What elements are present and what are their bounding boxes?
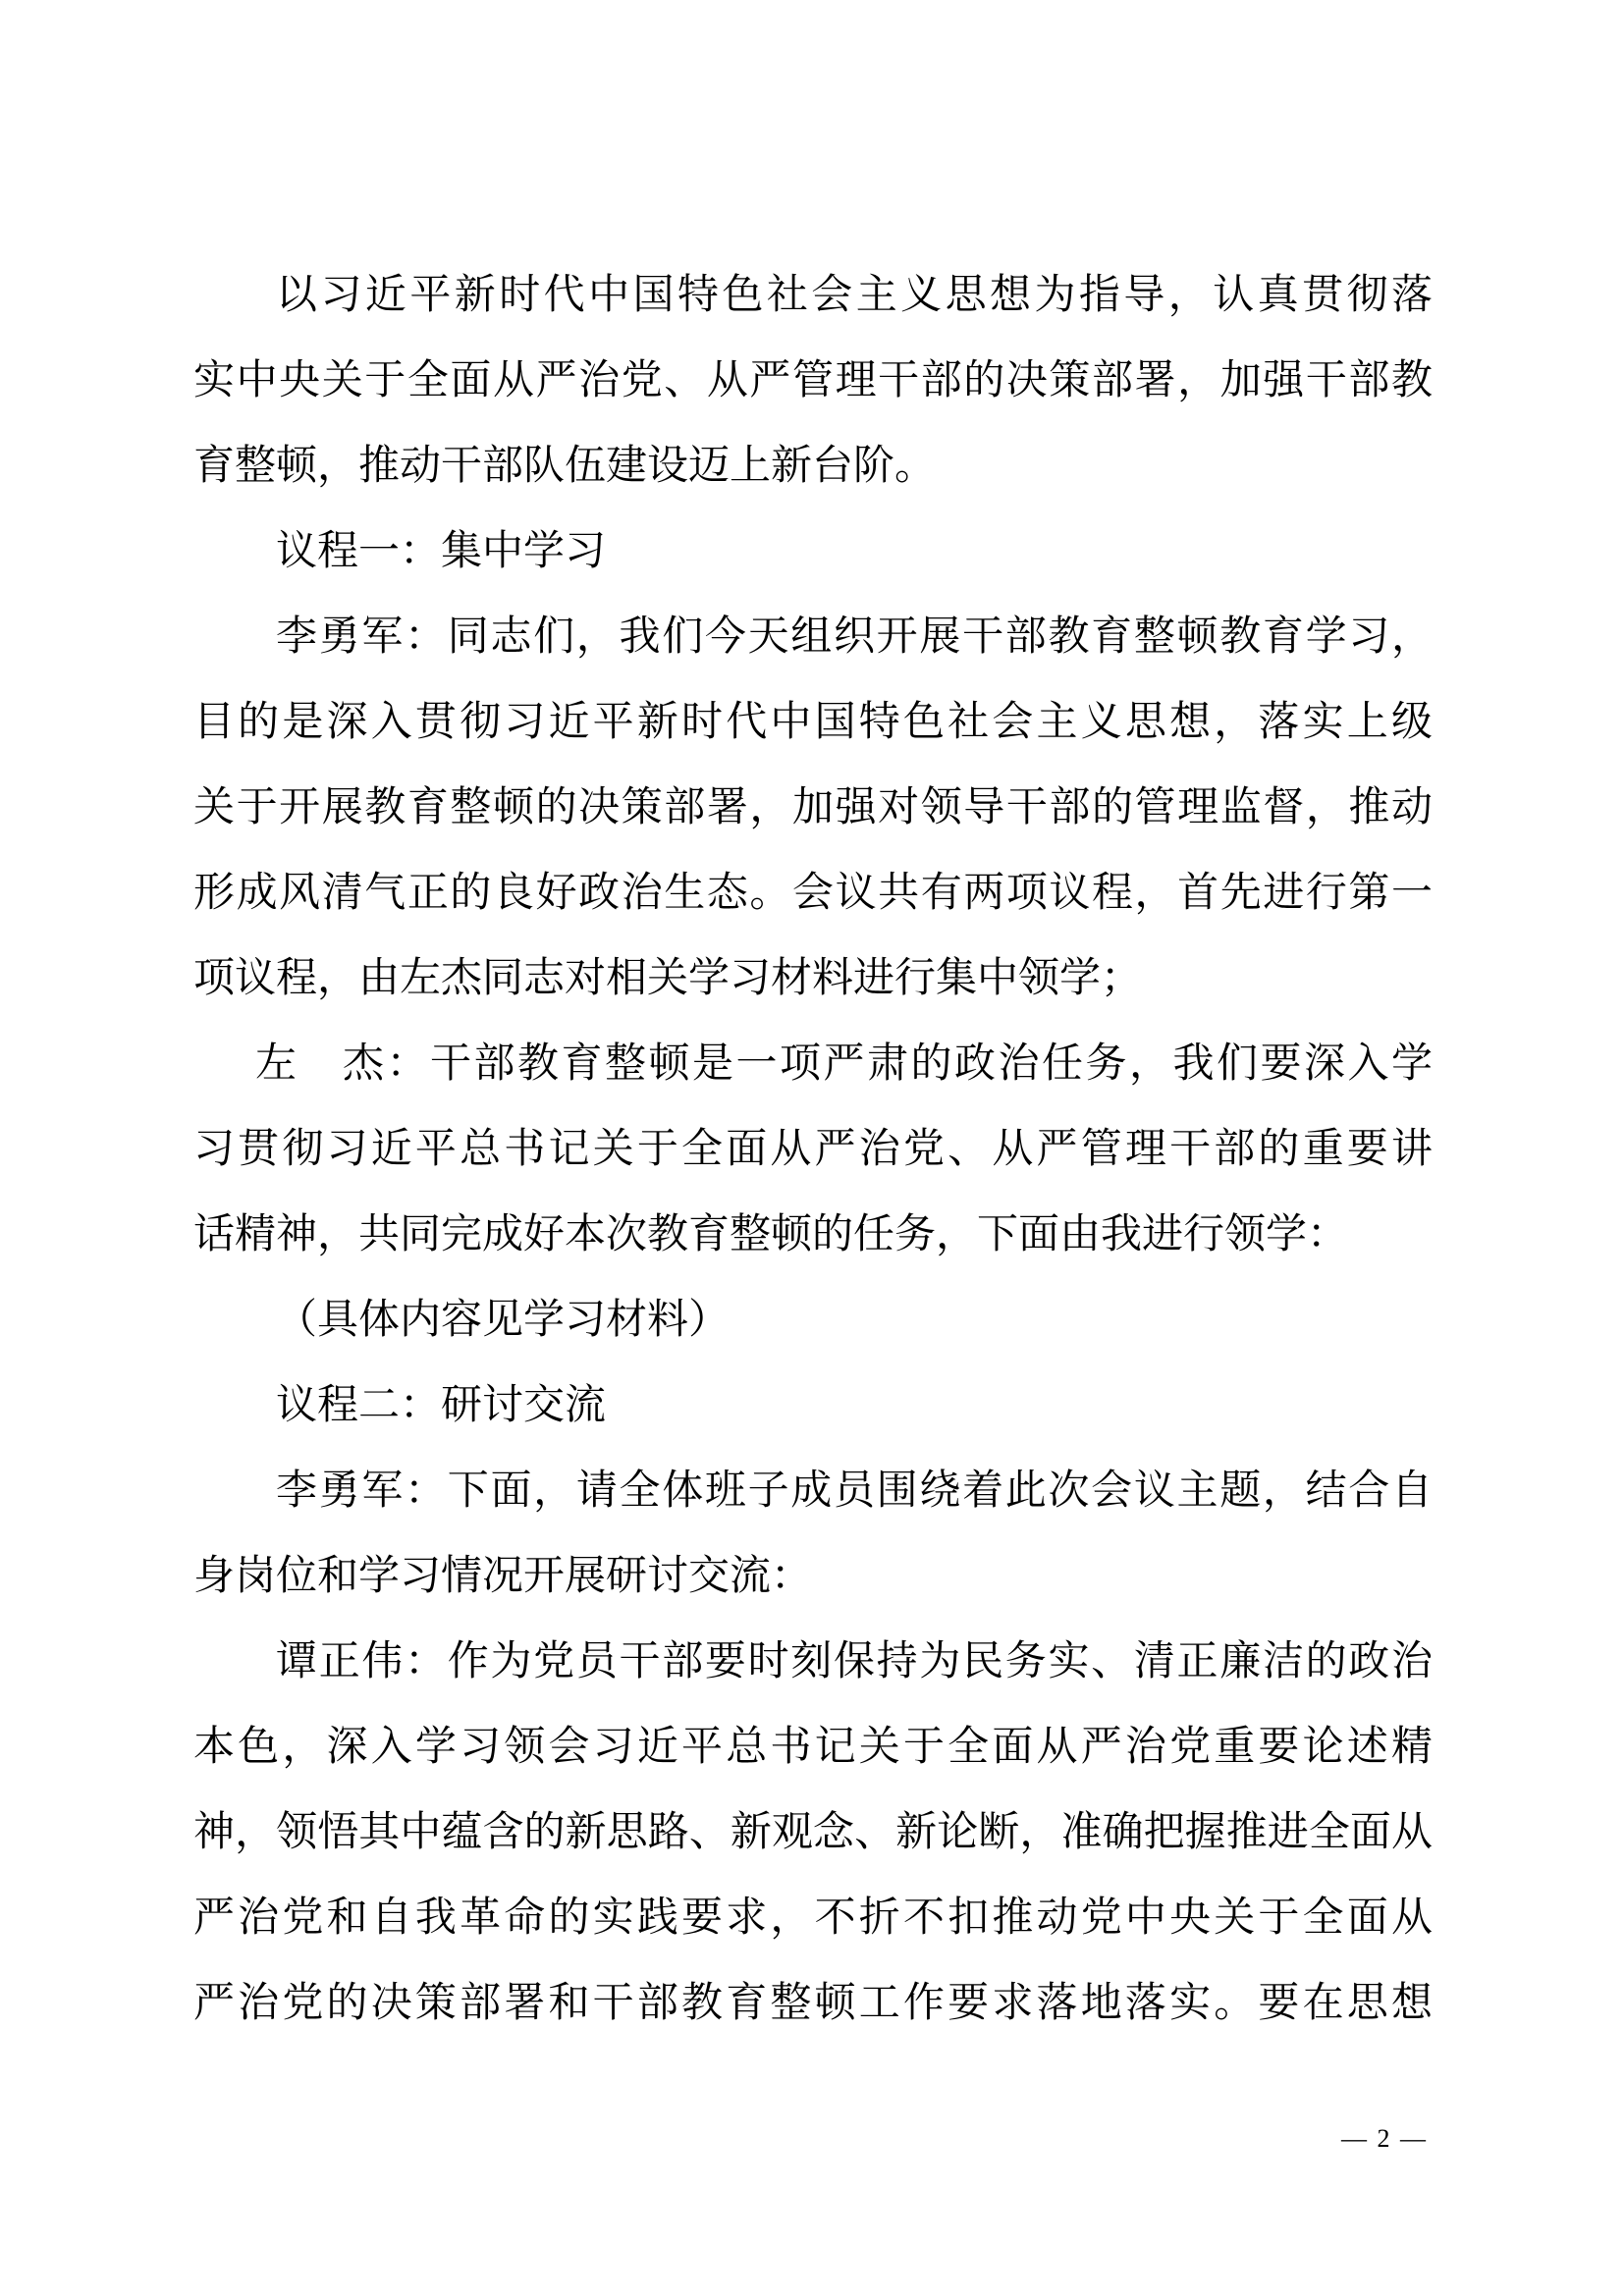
text-line: 实中央关于全面从严治党、从严管理干部的决策部署，加强干部教 [193,356,1433,402]
text-line: 神，领悟其中蕴含的新思路、新观念、新论断，准确把握推进全面从 [193,1808,1433,1854]
page-number: — 2 — [1341,2124,1428,2153]
agenda-item-1-heading: 议程一：集中学习 [276,527,607,573]
text-line: 李勇军：同志们，我们今天组织开展干部教育整顿教育学习， [276,613,1433,659]
text-line: 目的是深入贯彻习近平新时代中国特色社会主义思想，落实上级 [193,698,1433,744]
text-line: 项议程，由左杰同志对相关学习材料进行集中领学； [193,954,1143,1000]
text-line: 育整顿，推动干部队伍建设迈上新台阶。 [193,442,937,488]
text-line: 谭正伟：作为党员干部要时刻保持为民务实、清正廉洁的政治 [276,1637,1433,1683]
text-line: （具体内容见学习材料） [276,1296,731,1342]
text-line: 李勇军：下面，请全体班子成员围绕着此次会议主题，结合自 [276,1467,1433,1513]
document-body [193,251,1433,2045]
text-line: 左 杰：干部教育整顿是一项严肃的政治任务，我们要深入学 [255,1040,1433,1086]
text-line: 话精神，共同完成好本次教育整顿的任务，下面由我进行领学： [193,1210,1349,1256]
text-line: 严治党的决策部署和干部教育整顿工作要求落地落实。要在思想 [193,1979,1433,2025]
text-line: 习贯彻习近平总书记关于全面从严治党、从严管理干部的重要讲 [193,1125,1433,1171]
text-line: 身岗位和学习情况开展研讨交流： [193,1552,813,1598]
text-line: 严治党和自我革命的实践要求，不折不扣推动党中央关于全面从 [193,1894,1433,1940]
text-line: 关于开展教育整顿的决策部署，加强对领导干部的管理监督，推动 [193,783,1433,829]
agenda-item-2-heading: 议程二：研讨交流 [276,1381,607,1427]
text-line: 本色，深入学习领会习近平总书记关于全面从严治党重要论述精 [193,1723,1433,1769]
text-line: 形成风清气正的良好政治生态。会议共有两项议程，首先进行第一 [193,869,1433,915]
text-line: 以习近平新时代中国特色社会主义思想为指导，认真贯彻落 [276,271,1433,317]
